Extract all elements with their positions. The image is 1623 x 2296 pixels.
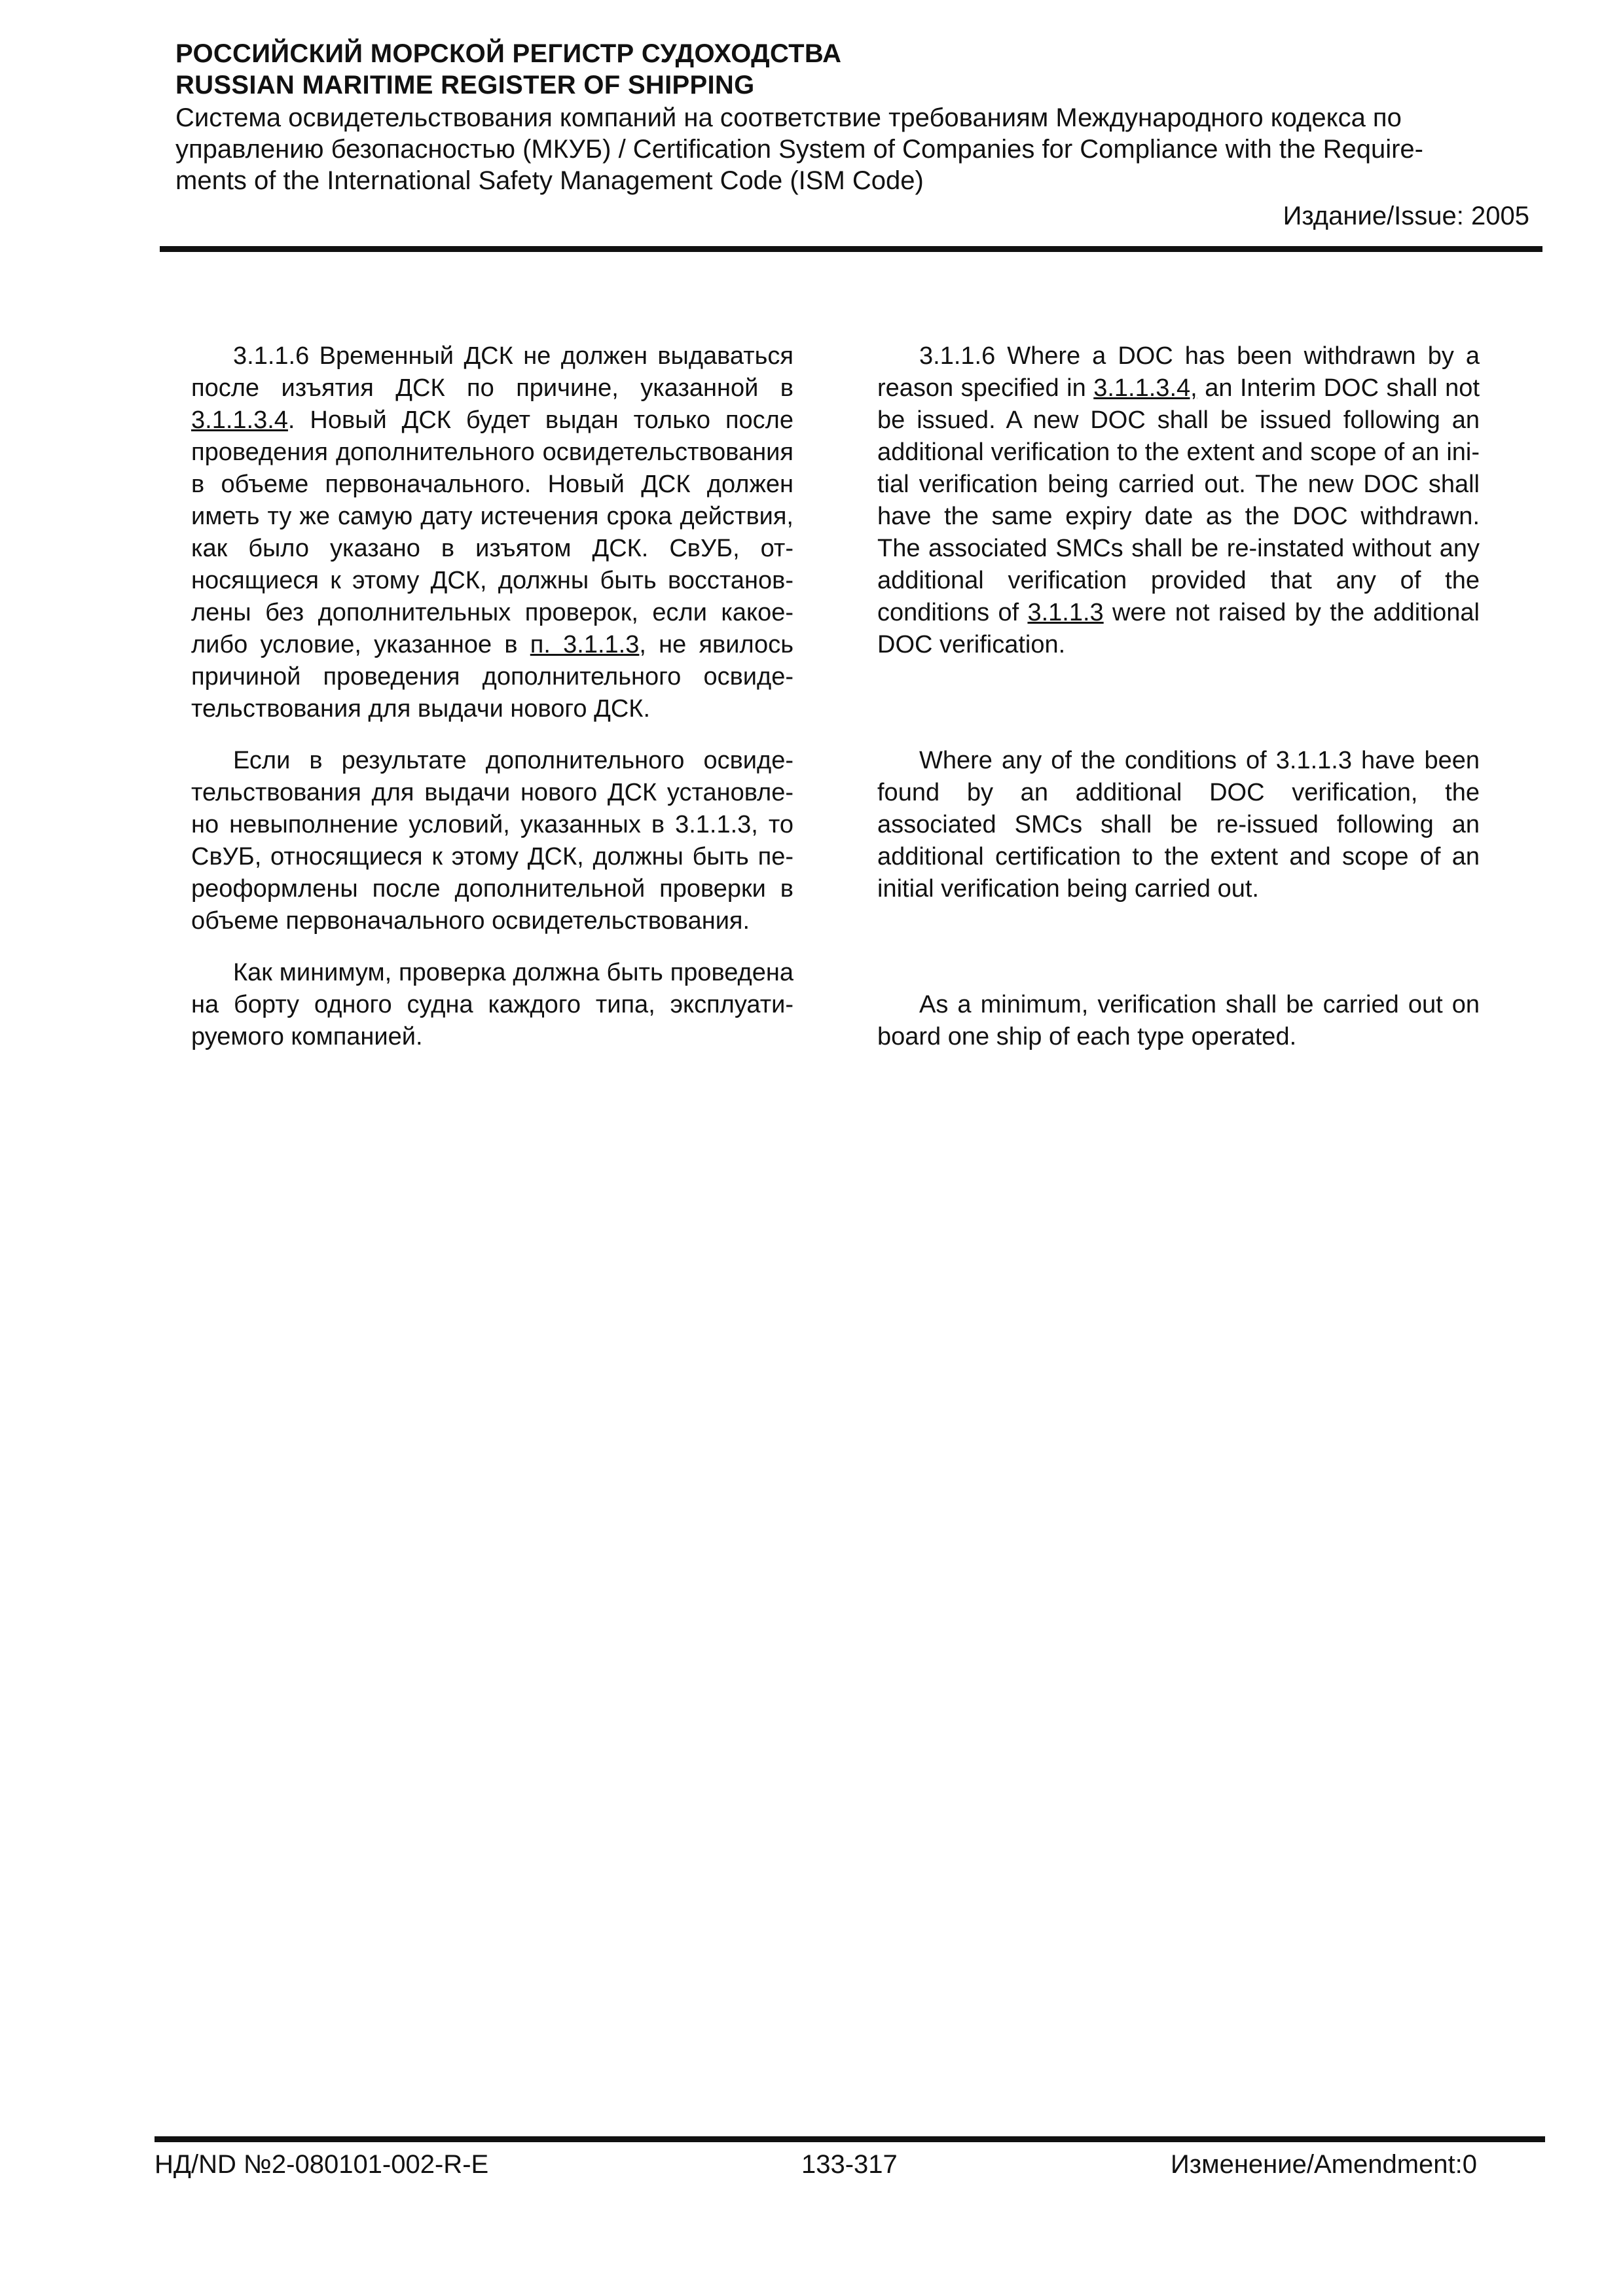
issue-label: Издание/Issue: 2005 (1283, 202, 1529, 230)
footer-amendment: Изменение/Amendment:0 (1171, 2150, 1477, 2179)
footer-divider (155, 2136, 1545, 2142)
system-description (175, 102, 1529, 196)
header-divider (160, 246, 1542, 252)
system-description-line: Система освидетельствования компаний на соответствие требованиям Международного кодекса по (175, 103, 1402, 132)
ru-reference-link[interactable]: п. 3.1.1.3 (530, 631, 640, 658)
footer-page-number: 133-317 (801, 2150, 898, 2179)
en-text: an Interim DOC shall not be issued. A new DOC shall be issued following an additional verification to the extent and scope of an initial verification being carried out. The new DOC shall have the same expiry date as the DOC withdrawn. The associated SMCs shall be re-instated without any additional verification provided that any of the conditions of (877, 374, 1480, 626)
en-reference-link[interactable]: 3.1.1.3 (1027, 599, 1104, 626)
ru-paragraph-reissue: Если в результате дополнительного освидетельствования для выдачи нового ДСК установлено невыполнение условий, указанных в 3.1.1.3, то СвУБ, относящиеся к этому ДСК, должны быть переоформлены после дополнительной проверки в объеме первоначального освидетельствования. (191, 747, 793, 935)
organization-name-ru: РОССИЙСКИЙ МОРСКОЙ РЕГИСТР СУДОХОДСТВА (175, 39, 842, 68)
organization-name-en: RUSSIAN MARITIME REGISTER OF SHIPPING (175, 71, 755, 99)
ru-paragraph-3-1-1-6 (191, 340, 793, 725)
russian-column (191, 340, 793, 1053)
en-text: 3.1.1.6 Where a DOC has been withdrawn by a reason specified in (877, 342, 1480, 402)
ru-text: , не явилось причиной проведения дополнительного освидетельствования для выдачи нового ДСК. (191, 631, 793, 723)
ru-text: . Новый ДСК будет выдан только после проведения дополнительного освидетельствования в объеме первоначального. Новый ДСК должен иметь ту же самую дату истечения срока действия, как было указано в изъятом ДСК. СвУБ, относящиеся к этому ДСК, должны быть восстановлены без дополнительных проверок, если какое-либо условие, указанное в (191, 406, 793, 658)
ru-reference-link[interactable]: 3.1.1.3.4 (191, 406, 288, 434)
en-paragraph-minimum: As a minimum, verification shall be carried out on board one ship of each type operated. (877, 991, 1480, 1050)
ru-text: 3.1.1.6 Временный ДСК не должен выдаваться после изъятия ДСК по причине, указанной в (191, 342, 793, 402)
en-text: were not raised by the additional DOC verification. (877, 599, 1480, 658)
issue-line (175, 200, 1529, 232)
en-paragraph-3-1-1-6 (877, 340, 1480, 661)
footer-document-number: НД/ND №2-080101-002-R-E (155, 2150, 489, 2179)
ru-paragraph-minimum: Как минимум, проверка должна быть проведена на борту одного судна каждого типа, эксплуатируемого компанией. (191, 959, 793, 1050)
en-reference-link[interactable]: 3.1.1.3.4, (1093, 374, 1197, 402)
english-column (877, 340, 1480, 1053)
system-description-line: ments of the International Safety Management Code (ISM Code) (175, 166, 924, 195)
en-paragraph-reissue: Where any of the conditions of 3.1.1.3 have been found by an additional DOC verification, the associated SMCs shall be re-issued following an additional certification to the extent and scope of an initial verification being carried out. (877, 747, 1480, 903)
system-description-line: управлению безопасностью (МКУБ) / Certification System of Companies for Compliance with the Require- (175, 135, 1423, 164)
page-header (175, 38, 1529, 232)
